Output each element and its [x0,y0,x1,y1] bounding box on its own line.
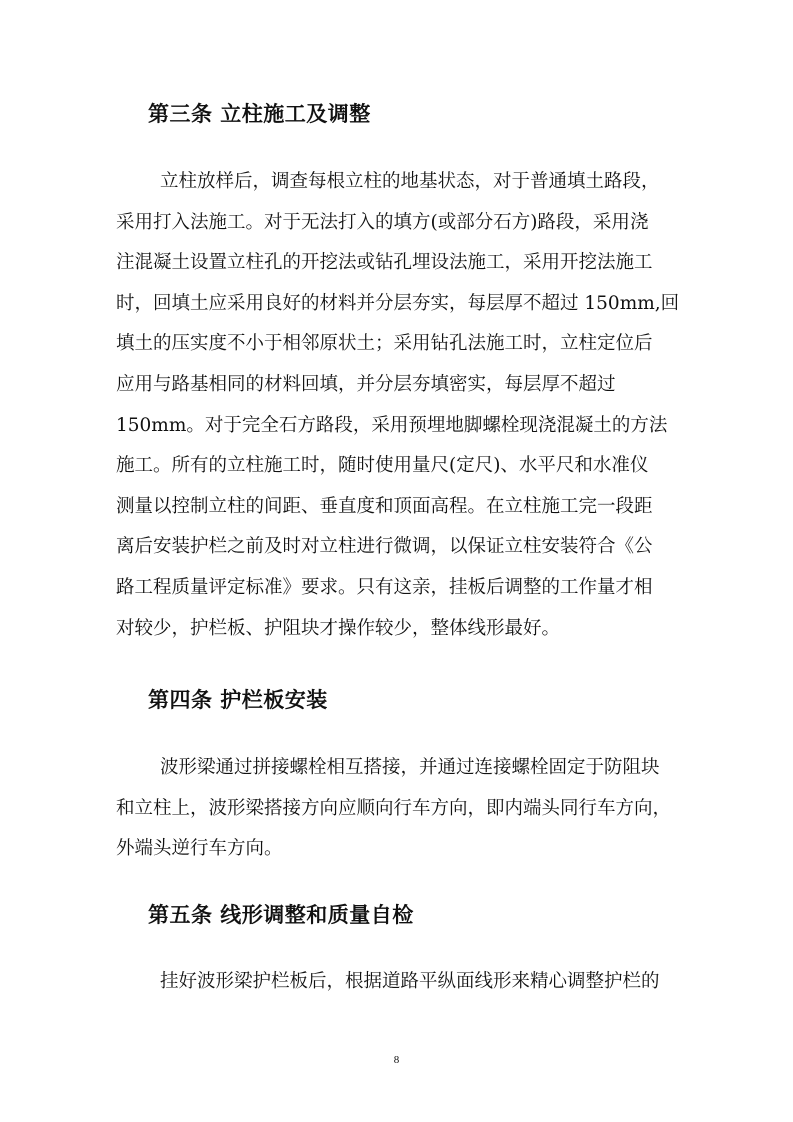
text-line: 波形梁通过拼接螺栓相互搭接，并通过连接螺栓固定于防阻块 [160,757,660,778]
text-line: 外端头逆行车方向。 [116,838,283,860]
text-line: 对较少，护栏板、护阻块才操作较少，整体线形最好。 [116,617,561,639]
section-3-body [116,162,680,649]
section-4-body [116,748,676,870]
text-line: 离后安装护栏之前及时对立柱进行微调，以保证立柱安装符合《公 [116,536,653,558]
page-number: 8 [393,1054,400,1066]
text-line: 施工。所有的立柱施工时，随时使用量尺(定尺)、水平尺和水准仪 [116,455,649,477]
section-3-heading: 第三条 立柱施工及调整 [148,101,371,126]
text-line: 挂好波形梁护栏板后，根据道路平纵面线形来精心调整护栏的 [160,971,660,992]
section-5-body [116,962,676,1003]
text-line: 和立柱上，波形梁搭接方向应顺向行车方向，即内端头同行车方向， [116,797,672,819]
text-line: 采用打入法施工。对于无法打入的填方(或部分石方)路段，采用浇 [116,211,649,233]
text-line: 测量以控制立柱的间距、垂直度和顶面高程。在立柱施工完一段距 [116,495,653,517]
text-line: 立柱放样后，调查每根立柱的地基状态，对于普通填土路段， [160,171,660,192]
text-line: 注混凝土设置立柱孔的开挖法或钻孔埋设法施工，采用开挖法施工 [116,252,653,274]
text-line: 时，回填土应采用良好的材料并分层夯实，每层厚不超过 150mm,回 [116,292,680,314]
section-4-heading: 第四条 护栏板安装 [148,687,328,712]
text-line: 应用与路基相同的材料回填，并分层夯填密实，每层厚不超过 [116,373,616,395]
section-5-heading: 第五条 线形调整和质量自检 [148,902,414,927]
text-line: 填土的压实度不小于相邻原状土；采用钻孔法施工时，立柱定位后 [116,333,653,355]
text-line: 150mm。对于完全石方路段，采用预埋地脚螺栓现浇混凝土的方法 [116,414,668,436]
text-line: 路工程质量评定标准》要求。只有这亲，挂板后调整的工作量才相 [116,576,653,598]
